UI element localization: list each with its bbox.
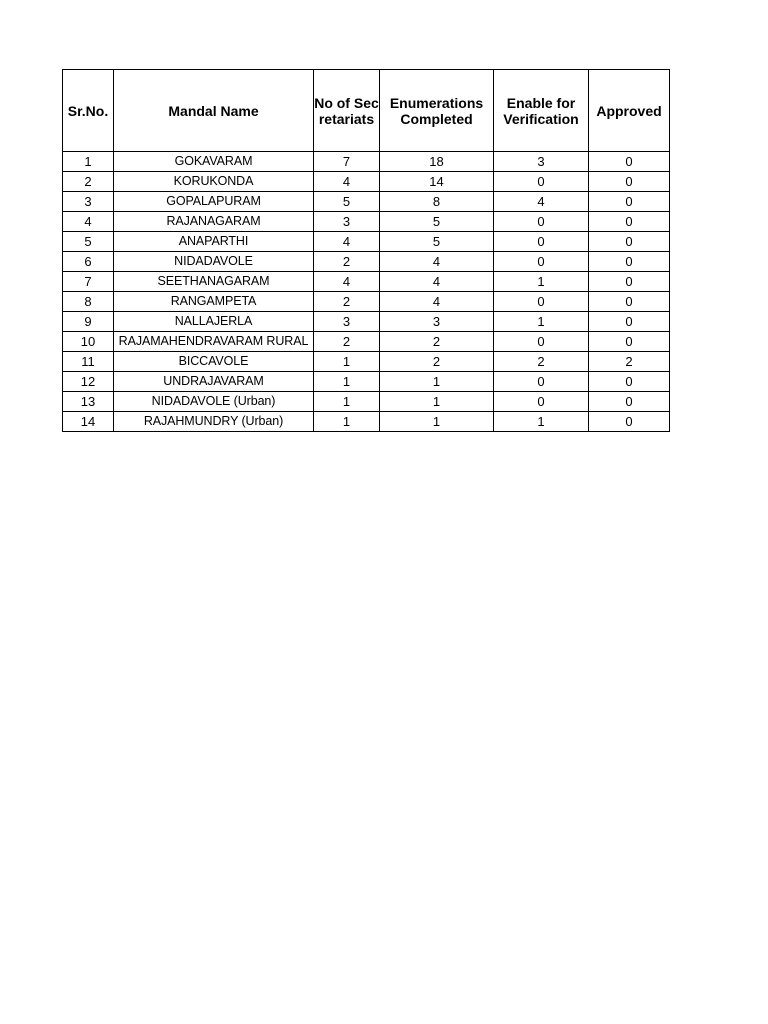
table-row bbox=[63, 152, 670, 172]
table-row bbox=[63, 332, 670, 352]
header-approved: Approved bbox=[589, 70, 670, 152]
mandal-enumeration-table bbox=[62, 69, 670, 432]
enumerations-cell: 4 bbox=[380, 252, 494, 272]
verification-cell: 0 bbox=[494, 292, 589, 312]
secretariats-cell: 1 bbox=[314, 412, 380, 432]
verification-cell: 1 bbox=[494, 412, 589, 432]
mandal-name-cell: RANGAMPETA bbox=[114, 292, 314, 312]
secretariats-cell: 1 bbox=[314, 372, 380, 392]
secretariats-cell: 4 bbox=[314, 172, 380, 192]
approved-cell: 0 bbox=[589, 252, 670, 272]
verification-cell: 2 bbox=[494, 352, 589, 372]
enumerations-cell: 1 bbox=[380, 412, 494, 432]
sr-no-cell: 3 bbox=[63, 192, 114, 212]
enumerations-cell: 5 bbox=[380, 232, 494, 252]
table-row bbox=[63, 292, 670, 312]
table-row bbox=[63, 172, 670, 192]
enumerations-cell: 8 bbox=[380, 192, 494, 212]
header-mandal-name: Mandal Name bbox=[114, 70, 314, 152]
verification-cell: 1 bbox=[494, 312, 589, 332]
header-enable-for-verification: Enable for Verification bbox=[494, 70, 589, 152]
sr-no-cell: 5 bbox=[63, 232, 114, 252]
approved-cell: 0 bbox=[589, 232, 670, 252]
sr-no-cell: 14 bbox=[63, 412, 114, 432]
enumerations-cell: 1 bbox=[380, 372, 494, 392]
approved-cell: 0 bbox=[589, 192, 670, 212]
approved-cell: 0 bbox=[589, 312, 670, 332]
secretariats-cell: 2 bbox=[314, 292, 380, 312]
secretariats-cell: 4 bbox=[314, 272, 380, 292]
mandal-name-cell: KORUKONDA bbox=[114, 172, 314, 192]
enumerations-cell: 14 bbox=[380, 172, 494, 192]
table-body bbox=[63, 152, 670, 432]
header-enumerations-completed: Enumerations Completed bbox=[380, 70, 494, 152]
approved-cell: 0 bbox=[589, 152, 670, 172]
approved-cell: 0 bbox=[589, 392, 670, 412]
mandal-name-cell: RAJANAGARAM bbox=[114, 212, 314, 232]
table-row bbox=[63, 412, 670, 432]
table-row bbox=[63, 272, 670, 292]
mandal-name-cell: RAJAMAHENDRAVARAM RURAL bbox=[114, 332, 314, 352]
enumerations-cell: 5 bbox=[380, 212, 494, 232]
verification-cell: 0 bbox=[494, 172, 589, 192]
mandal-name-cell: GOKAVARAM bbox=[114, 152, 314, 172]
mandal-name-cell: GOPALAPURAM bbox=[114, 192, 314, 212]
secretariats-cell: 7 bbox=[314, 152, 380, 172]
verification-cell: 0 bbox=[494, 332, 589, 352]
enumerations-cell: 1 bbox=[380, 392, 494, 412]
table-row bbox=[63, 232, 670, 252]
table-row bbox=[63, 192, 670, 212]
table-row bbox=[63, 352, 670, 372]
enumerations-cell: 4 bbox=[380, 272, 494, 292]
secretariats-cell: 1 bbox=[314, 392, 380, 412]
table-row bbox=[63, 212, 670, 232]
enumerations-cell: 18 bbox=[380, 152, 494, 172]
table-row bbox=[63, 392, 670, 412]
approved-cell: 2 bbox=[589, 352, 670, 372]
verification-cell: 3 bbox=[494, 152, 589, 172]
header-no-of-secretariats: No of Secretariats bbox=[314, 70, 380, 152]
table-header bbox=[63, 70, 670, 152]
mandal-name-cell: NIDADAVOLE bbox=[114, 252, 314, 272]
approved-cell: 0 bbox=[589, 412, 670, 432]
sr-no-cell: 13 bbox=[63, 392, 114, 412]
verification-cell: 0 bbox=[494, 372, 589, 392]
sr-no-cell: 9 bbox=[63, 312, 114, 332]
sr-no-cell: 1 bbox=[63, 152, 114, 172]
sr-no-cell: 8 bbox=[63, 292, 114, 312]
sr-no-cell: 4 bbox=[63, 212, 114, 232]
sr-no-cell: 12 bbox=[63, 372, 114, 392]
sr-no-cell: 7 bbox=[63, 272, 114, 292]
mandal-name-cell: SEETHANAGARAM bbox=[114, 272, 314, 292]
mandal-name-cell: ANAPARTHI bbox=[114, 232, 314, 252]
enumerations-cell: 3 bbox=[380, 312, 494, 332]
mandal-name-cell: UNDRAJAVARAM bbox=[114, 372, 314, 392]
verification-cell: 0 bbox=[494, 232, 589, 252]
sr-no-cell: 6 bbox=[63, 252, 114, 272]
mandal-table-container bbox=[62, 69, 670, 432]
header-sr-no: Sr.No. bbox=[63, 70, 114, 152]
table-row bbox=[63, 372, 670, 392]
verification-cell: 1 bbox=[494, 272, 589, 292]
secretariats-cell: 2 bbox=[314, 332, 380, 352]
sr-no-cell: 2 bbox=[63, 172, 114, 192]
approved-cell: 0 bbox=[589, 172, 670, 192]
header-row bbox=[63, 70, 670, 152]
mandal-name-cell: NIDADAVOLE (Urban) bbox=[114, 392, 314, 412]
verification-cell: 0 bbox=[494, 392, 589, 412]
sr-no-cell: 10 bbox=[63, 332, 114, 352]
mandal-name-cell: RAJAHMUNDRY (Urban) bbox=[114, 412, 314, 432]
approved-cell: 0 bbox=[589, 332, 670, 352]
sr-no-cell: 11 bbox=[63, 352, 114, 372]
verification-cell: 0 bbox=[494, 212, 589, 232]
secretariats-cell: 3 bbox=[314, 312, 380, 332]
verification-cell: 0 bbox=[494, 252, 589, 272]
enumerations-cell: 2 bbox=[380, 332, 494, 352]
approved-cell: 0 bbox=[589, 292, 670, 312]
approved-cell: 0 bbox=[589, 212, 670, 232]
mandal-name-cell: BICCAVOLE bbox=[114, 352, 314, 372]
secretariats-cell: 4 bbox=[314, 232, 380, 252]
secretariats-cell: 3 bbox=[314, 212, 380, 232]
table-row bbox=[63, 252, 670, 272]
approved-cell: 0 bbox=[589, 372, 670, 392]
approved-cell: 0 bbox=[589, 272, 670, 292]
secretariats-cell: 1 bbox=[314, 352, 380, 372]
enumerations-cell: 2 bbox=[380, 352, 494, 372]
secretariats-cell: 5 bbox=[314, 192, 380, 212]
enumerations-cell: 4 bbox=[380, 292, 494, 312]
mandal-name-cell: NALLAJERLA bbox=[114, 312, 314, 332]
secretariats-cell: 2 bbox=[314, 252, 380, 272]
table-row bbox=[63, 312, 670, 332]
verification-cell: 4 bbox=[494, 192, 589, 212]
